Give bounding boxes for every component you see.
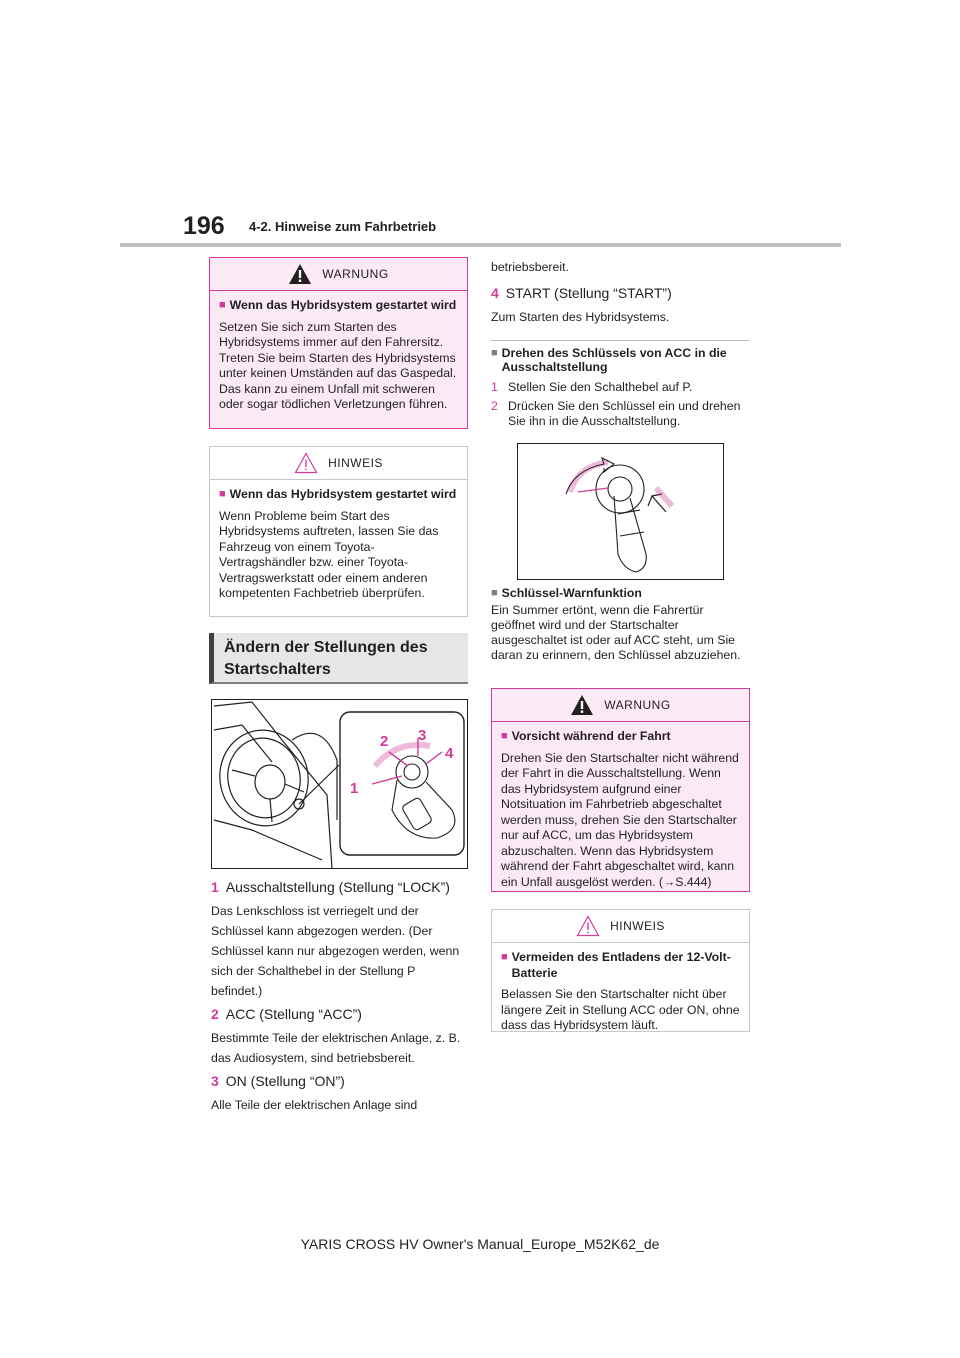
figure-label-1: 1	[350, 780, 359, 797]
warning-box-heading: Vorsicht während der Fahrt	[511, 729, 671, 743]
bullet-square-icon: ■	[501, 730, 508, 742]
footer: YARIS CROSS HV Owner's Manual_Europe_M52K62_de	[300, 1236, 660, 1252]
bullet-square-icon: ■	[501, 951, 508, 963]
note-box-heading: Wenn das Hybridsystem gestartet wird	[229, 487, 457, 501]
bullet-square-icon: ■	[219, 488, 226, 500]
section-heading-line2: Startschalters	[224, 661, 331, 678]
note-box-text: Wenn Probleme beim Start des Hybridsystems auftreten, lassen Sie das Fahrzeug von einem Toyota-Vertragshändler bzw. einer Toyota-Vertragswerkstatt oder einem anderen kompetenten Fachbetrieb überprüfen.	[219, 508, 439, 600]
warning-box-title: WARNUNG	[322, 267, 389, 281]
bullet-square-icon: ■	[491, 587, 498, 599]
warning-triangle-icon	[288, 263, 312, 285]
note-box-hybrid-start	[209, 446, 468, 617]
acc-lock-step-2: 2 Drücken Sie den Schlüssel ein und drehen Sie ihn in die Ausschaltstellung.	[491, 399, 741, 428]
section-title: 4-2. Hinweise zum Fahrbetrieb	[249, 219, 437, 234]
caution-triangle-icon	[294, 452, 318, 474]
ignition-figure	[211, 699, 468, 869]
header-rule	[120, 243, 841, 247]
warning-box-title: WARNUNG	[604, 698, 671, 712]
warning-box-heading: Wenn das Hybridsystem gestartet wird	[229, 298, 457, 312]
warning-box-driving	[491, 688, 750, 892]
reminder-text: Ein Summer ertönt, wenn die Fahrertür geöffnet wird und der Startschalter ausgeschaltet ist oder auf ACC steht, um Sie daran zu erinnern, den Schlüssel abzuziehen.	[491, 603, 741, 662]
page-number: 196	[183, 212, 225, 240]
key-turn-figure	[517, 443, 724, 580]
acc-lock-step-1: 1 Stellen Sie den Schalthebel auf P.	[491, 380, 693, 394]
step-2-text: Bestimmte Teile der elektrischen Anlage, z. B. das Audiosystem, sind betriebsbereit.	[211, 1031, 461, 1065]
warning-box-text: Drehen Sie den Startschalter nicht während der Fahrt in die Ausschaltstellung. Wenn das Hybridsystem aufgrund einer Notsituation im Fahrbetrieb abgeschaltet werden muss, drehen Sie den Startschalter nur auf ACC, um das Hybridsystem abzuschalten. Wenn das Hybridsystem während der Fahrt abgeschaltet wird, kann ein Unfall ausgelöst werden. (→S.444)	[501, 750, 739, 889]
warning-box-header	[210, 258, 467, 291]
acc-lock-heading: Drehen des Schlüssels von ACC in die Ausschaltstellung	[501, 346, 727, 374]
reminder-heading: Schlüssel-Warnfunktion	[501, 586, 642, 600]
step-3-heading: 3 ON (Stellung “ON”)	[211, 1073, 345, 1089]
step-1-heading: 1 Ausschaltstellung (Stellung “LOCK”)	[211, 879, 450, 895]
note-box-heading: Vermeiden des Entladens der 12-Volt-Batterie	[511, 950, 731, 980]
step-3-text: Alle Teile der elektrischen Anlage sind	[211, 1098, 418, 1112]
caution-triangle-icon	[576, 915, 600, 937]
step-2-heading: 2 ACC (Stellung “ACC”)	[211, 1006, 362, 1022]
step-4-heading: 4 START (Stellung “START”)	[491, 285, 672, 301]
bullet-square-icon: ■	[219, 299, 226, 311]
note-box-text: Belassen Sie den Startschalter nicht über längere Zeit in Stellung ACC oder ON, ohne dass das Hybridsystem läuft.	[501, 987, 740, 1032]
section-heading-line1: Ändern der Stellungen des	[224, 639, 428, 656]
note-box-header	[492, 910, 749, 943]
figure-label-3: 3	[418, 727, 427, 744]
warning-box-hybrid-start	[209, 257, 468, 429]
note-box-title: HINWEIS	[610, 919, 665, 933]
warning-box-text: Setzen Sie sich zum Starten des Hybridsystems immer auf den Fahrersitz. Treten Sie beim Starten des Hybridsystems unter keinen Umständen auf das Gaspedal. Das kann zu einem Unfall mit schweren oder sogar tödlichen Verletzungen führen.	[219, 319, 457, 411]
section-heading	[209, 633, 468, 684]
divider	[491, 340, 749, 341]
figure-label-4: 4	[445, 745, 454, 762]
figure-label-2: 2	[380, 733, 389, 750]
note-box-header	[210, 447, 467, 480]
key-turn-illustration	[518, 444, 723, 579]
warning-box-header	[492, 689, 749, 722]
bullet-square-icon: ■	[491, 347, 498, 359]
warning-triangle-icon	[570, 694, 594, 716]
step-1-text: Das Lenkschloss ist verriegelt und der Schlüssel kann abgezogen werden. (Der Schlüssel kann nur abgezogen werden, wenn sich der Schalthebel in der Stellung P befindet.)	[211, 904, 460, 998]
step-4-text: Zum Starten des Hybridsystems.	[491, 310, 670, 324]
note-box-title: HINWEIS	[328, 456, 383, 470]
note-box-battery	[491, 909, 750, 1032]
step-3-continued: betriebsbereit.	[491, 260, 569, 274]
steering-wheel-illustration	[212, 700, 467, 868]
